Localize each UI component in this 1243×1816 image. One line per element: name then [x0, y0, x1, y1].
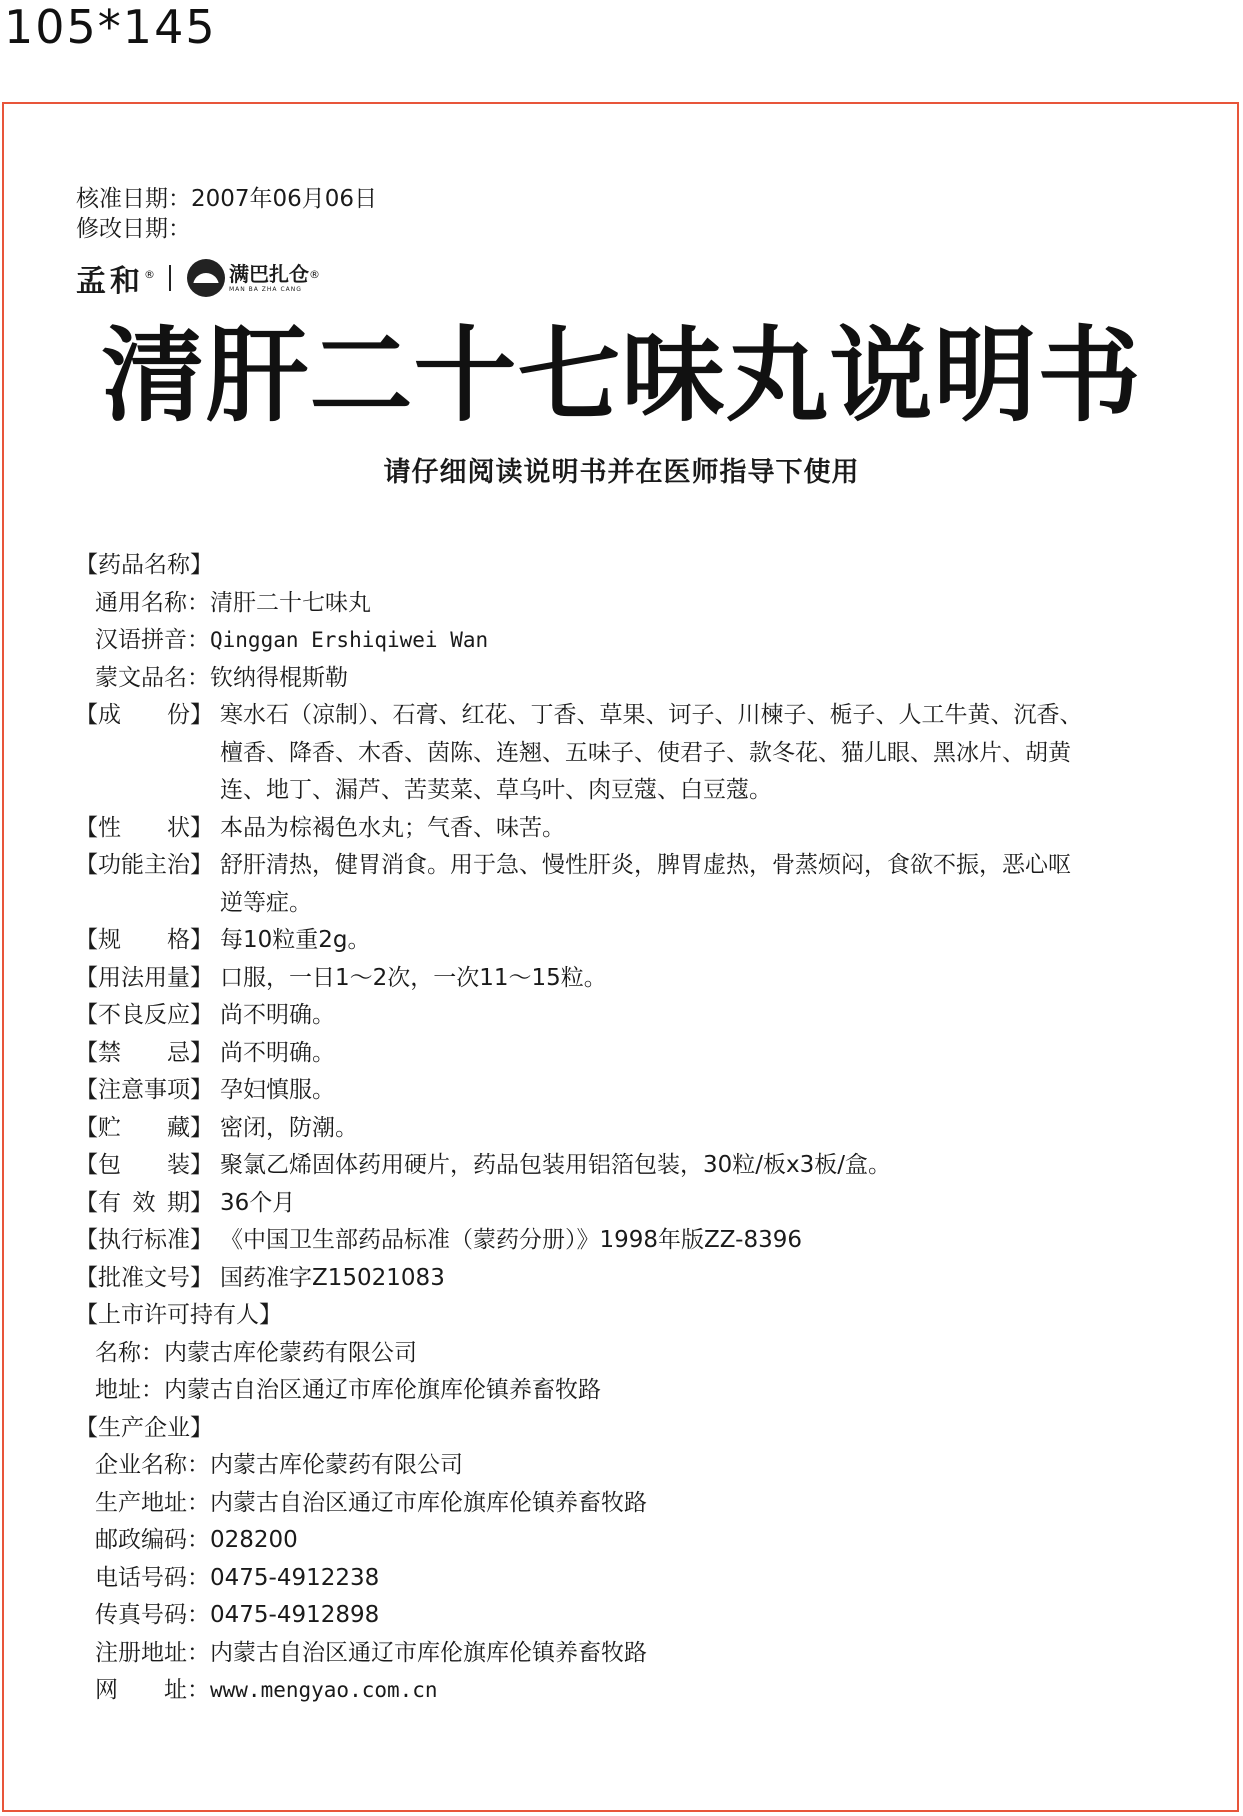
section-value-line: 本品为棕褐色水丸；气香、味苦。 [220, 814, 565, 841]
field-manufacturer-6 [75, 1672, 1195, 1710]
section-label [75, 1072, 220, 1110]
bracket-open: 【 [75, 1264, 98, 1291]
section-label [75, 960, 220, 998]
brand2-en: MAN BA ZHA CANG [229, 285, 302, 293]
section-value [220, 1260, 1195, 1298]
field-value: 内蒙古自治区通辽市库伦旗库伦镇养畜牧路 [210, 1639, 647, 1666]
section-adverse [75, 997, 1195, 1035]
bracket-open: 【 [75, 964, 98, 991]
section-label-text: 禁忌 [98, 1039, 190, 1066]
field-holder-0 [75, 1335, 1195, 1373]
section-spec [75, 922, 1195, 960]
section-label-text: 有效期 [98, 1189, 190, 1216]
section-value [220, 1072, 1195, 1110]
bracket-open: 【 [75, 1077, 98, 1103]
section-label [75, 1222, 220, 1260]
section-value-line: 每10粒重2g。 [220, 927, 371, 953]
field-manufacturer-2 [75, 1522, 1195, 1560]
section-label [75, 922, 220, 960]
section-indications [75, 847, 1195, 922]
bracket-open: 【 [75, 1002, 98, 1028]
section-label-text: 性状 [98, 814, 190, 841]
section-label [75, 1035, 220, 1073]
section-label-text: 规格 [98, 927, 190, 953]
section-value-line: 逆等症。 [220, 889, 312, 916]
dates-block [76, 184, 377, 244]
bracket-open: 【 [75, 814, 98, 841]
section-contra [75, 1035, 1195, 1073]
bracket-open: 【 [75, 927, 98, 953]
bracket-close: 】 [190, 1189, 213, 1216]
section-precautions [75, 1072, 1195, 1110]
section-label-text: 用法用量 [98, 964, 190, 991]
document-title: 清肝二十七味丸说明书 [101, 316, 1142, 436]
field-colon: ： [187, 1677, 210, 1703]
field-manufacturer-3 [75, 1560, 1195, 1598]
section-value [220, 847, 1195, 922]
bracket-close: 】 [190, 702, 213, 728]
section-standard [75, 1222, 1195, 1260]
bracket-open: 【 [75, 1039, 98, 1066]
instructions-body [75, 547, 1195, 1710]
field-manufacturer-4 [75, 1597, 1195, 1635]
brand-menghe-logo: 孟和 [76, 264, 144, 299]
bracket-close: 】 [190, 814, 213, 841]
section-storage [75, 1110, 1195, 1148]
field-label: 邮政编码： [95, 1527, 210, 1553]
field-name-0 [75, 585, 1195, 623]
registered-mark: ® [144, 267, 155, 281]
section-heading-holder: 【上市许可持有人】 [75, 1302, 282, 1328]
bracket-close: 】 [190, 1264, 213, 1291]
section-value-line: 连、地丁、漏芦、苦荬菜、草乌叶、肉豆蔻、白豆蔻。 [220, 777, 772, 803]
field-manufacturer-1 [75, 1485, 1195, 1523]
section-value [220, 1147, 1195, 1185]
section-heading-name: 【药品名称】 [75, 552, 213, 578]
field-name-2 [75, 660, 1195, 698]
bracket-open: 【 [75, 852, 98, 878]
section-label [75, 1147, 220, 1185]
field-value: 028200 [210, 1527, 298, 1553]
field-value: 0475-4912238 [210, 1564, 380, 1591]
section-value-line: 尚不明确。 [220, 1002, 335, 1028]
section-value-line: 聚氯乙烯固体药用硬片，药品包装用铝箔包装，30粒/板x3板/盒。 [220, 1152, 892, 1178]
section-label-text: 成份 [98, 702, 190, 728]
section-value [220, 810, 1195, 848]
section-dosage [75, 960, 1195, 998]
section-value-line: 尚不明确。 [220, 1039, 335, 1066]
manbazhacang-emblem-icon [187, 259, 225, 297]
section-label-text: 包装 [98, 1152, 190, 1178]
brand-manbazhacang-logo [229, 261, 309, 293]
section-label [75, 1110, 220, 1148]
field-label: 汉语拼音： [95, 627, 210, 653]
section-value-line: 《中国卫生部药品标准（蒙药分册）》1998年版ZZ-8396 [220, 1227, 802, 1253]
section-value-line: 密闭，防潮。 [220, 1114, 358, 1141]
section-label [75, 1185, 220, 1223]
section-label-text: 不良反应 [98, 1002, 190, 1028]
revised-date: 修改日期： [76, 216, 191, 242]
section-appearance [75, 810, 1195, 848]
field-value: 内蒙古自治区通辽市库伦旗库伦镇养畜牧路 [210, 1489, 647, 1516]
section-value [220, 960, 1195, 998]
field-value: Qinggan Ershiqiwei Wan [210, 628, 489, 652]
bracket-close: 】 [190, 1152, 213, 1178]
field-label: 地址： [95, 1377, 164, 1403]
section-value [220, 1110, 1195, 1148]
field-label: 蒙文品名： [95, 664, 210, 691]
section-value-line: 舒肝清热，健胃消食。用于急、慢性肝炎，脾胃虚热，骨蒸烦闷，食欲不振，恶心呕 [220, 852, 1071, 878]
field-value: www.mengyao.com.cn [210, 1678, 438, 1702]
bracket-close: 】 [190, 852, 213, 878]
section-value-line: 国药准字Z15021083 [220, 1264, 445, 1291]
section-label-text: 注意事项 [98, 1077, 190, 1103]
section-label [75, 997, 220, 1035]
section-label [75, 1260, 220, 1298]
field-label: 网址 [95, 1677, 187, 1703]
document-subtitle: 请仔细阅读说明书并在医师指导下使用 [383, 457, 860, 488]
section-ingredients [75, 697, 1195, 810]
bracket-close: 】 [190, 1002, 213, 1028]
field-name-1 [75, 622, 1195, 660]
section-label-text: 贮藏 [98, 1114, 190, 1141]
section-value-line: 36个月 [220, 1189, 296, 1216]
approved-date: 核准日期：2007年06月06日 [76, 186, 378, 212]
section-value-line: 孕妇慎服。 [220, 1077, 335, 1103]
bracket-close: 】 [190, 964, 213, 991]
section-heading-manufacturer: 【生产企业】 [75, 1414, 213, 1441]
section-value [220, 997, 1195, 1035]
field-value: 内蒙古库伦蒙药有限公司 [210, 1452, 463, 1478]
section-label [75, 847, 220, 922]
bracket-close: 】 [190, 1227, 213, 1253]
field-label: 名称： [95, 1339, 164, 1366]
section-label-text: 执行标准 [98, 1227, 190, 1253]
field-label: 生产地址： [95, 1489, 210, 1516]
section-value [220, 1222, 1195, 1260]
bracket-open: 【 [75, 1189, 98, 1216]
section-label [75, 810, 220, 848]
registered-mark: ® [309, 267, 320, 281]
bracket-open: 【 [75, 1227, 98, 1253]
bracket-close: 】 [190, 1039, 213, 1066]
field-value: 钦纳得棍斯勒 [210, 664, 348, 691]
section-value-line: 口服，一日1～2次，一次11～15粒。 [220, 964, 607, 991]
bracket-open: 【 [75, 1152, 98, 1178]
section-value [220, 1035, 1195, 1073]
section-label [75, 697, 220, 810]
section-value-line: 寒水石（凉制）、石膏、红花、丁香、草果、诃子、川楝子、栀子、人工牛黄、沉香、 [220, 702, 1083, 728]
bracket-open: 【 [75, 1114, 98, 1141]
brand-logos [76, 258, 320, 298]
field-value: 0475-4912898 [210, 1602, 380, 1628]
section-package [75, 1147, 1195, 1185]
field-holder-1 [75, 1372, 1195, 1410]
section-value [220, 922, 1195, 960]
field-value: 内蒙古库伦蒙药有限公司 [164, 1339, 417, 1366]
bracket-close: 】 [190, 927, 213, 953]
section-label-text: 功能主治 [98, 852, 190, 878]
bracket-open: 【 [75, 702, 98, 728]
field-value: 清肝二十七味丸 [210, 589, 371, 616]
section-approval [75, 1260, 1195, 1298]
section-label-text: 批准文号 [98, 1264, 190, 1291]
size-label: 105*145 [4, 0, 217, 54]
field-manufacturer-0 [75, 1447, 1195, 1485]
field-label: 电话号码： [95, 1564, 210, 1591]
brand2-cn: 满巴扎仓 [229, 261, 309, 286]
section-value [220, 697, 1195, 810]
section-value-line: 檀香、降香、木香、茵陈、连翘、五味子、使君子、款冬花、猫儿眼、黑冰片、胡黄 [220, 739, 1071, 766]
field-manufacturer-5 [75, 1635, 1195, 1673]
field-label: 注册地址： [95, 1639, 210, 1666]
field-value: 内蒙古自治区通辽市库伦旗库伦镇养畜牧路 [164, 1377, 601, 1403]
section-value [220, 1185, 1195, 1223]
field-label: 企业名称： [95, 1452, 210, 1478]
bracket-close: 】 [190, 1114, 213, 1141]
field-label: 传真号码： [95, 1602, 210, 1628]
logo-divider [169, 265, 171, 291]
section-validity [75, 1185, 1195, 1223]
field-label: 通用名称： [95, 589, 210, 616]
bracket-close: 】 [190, 1077, 213, 1103]
